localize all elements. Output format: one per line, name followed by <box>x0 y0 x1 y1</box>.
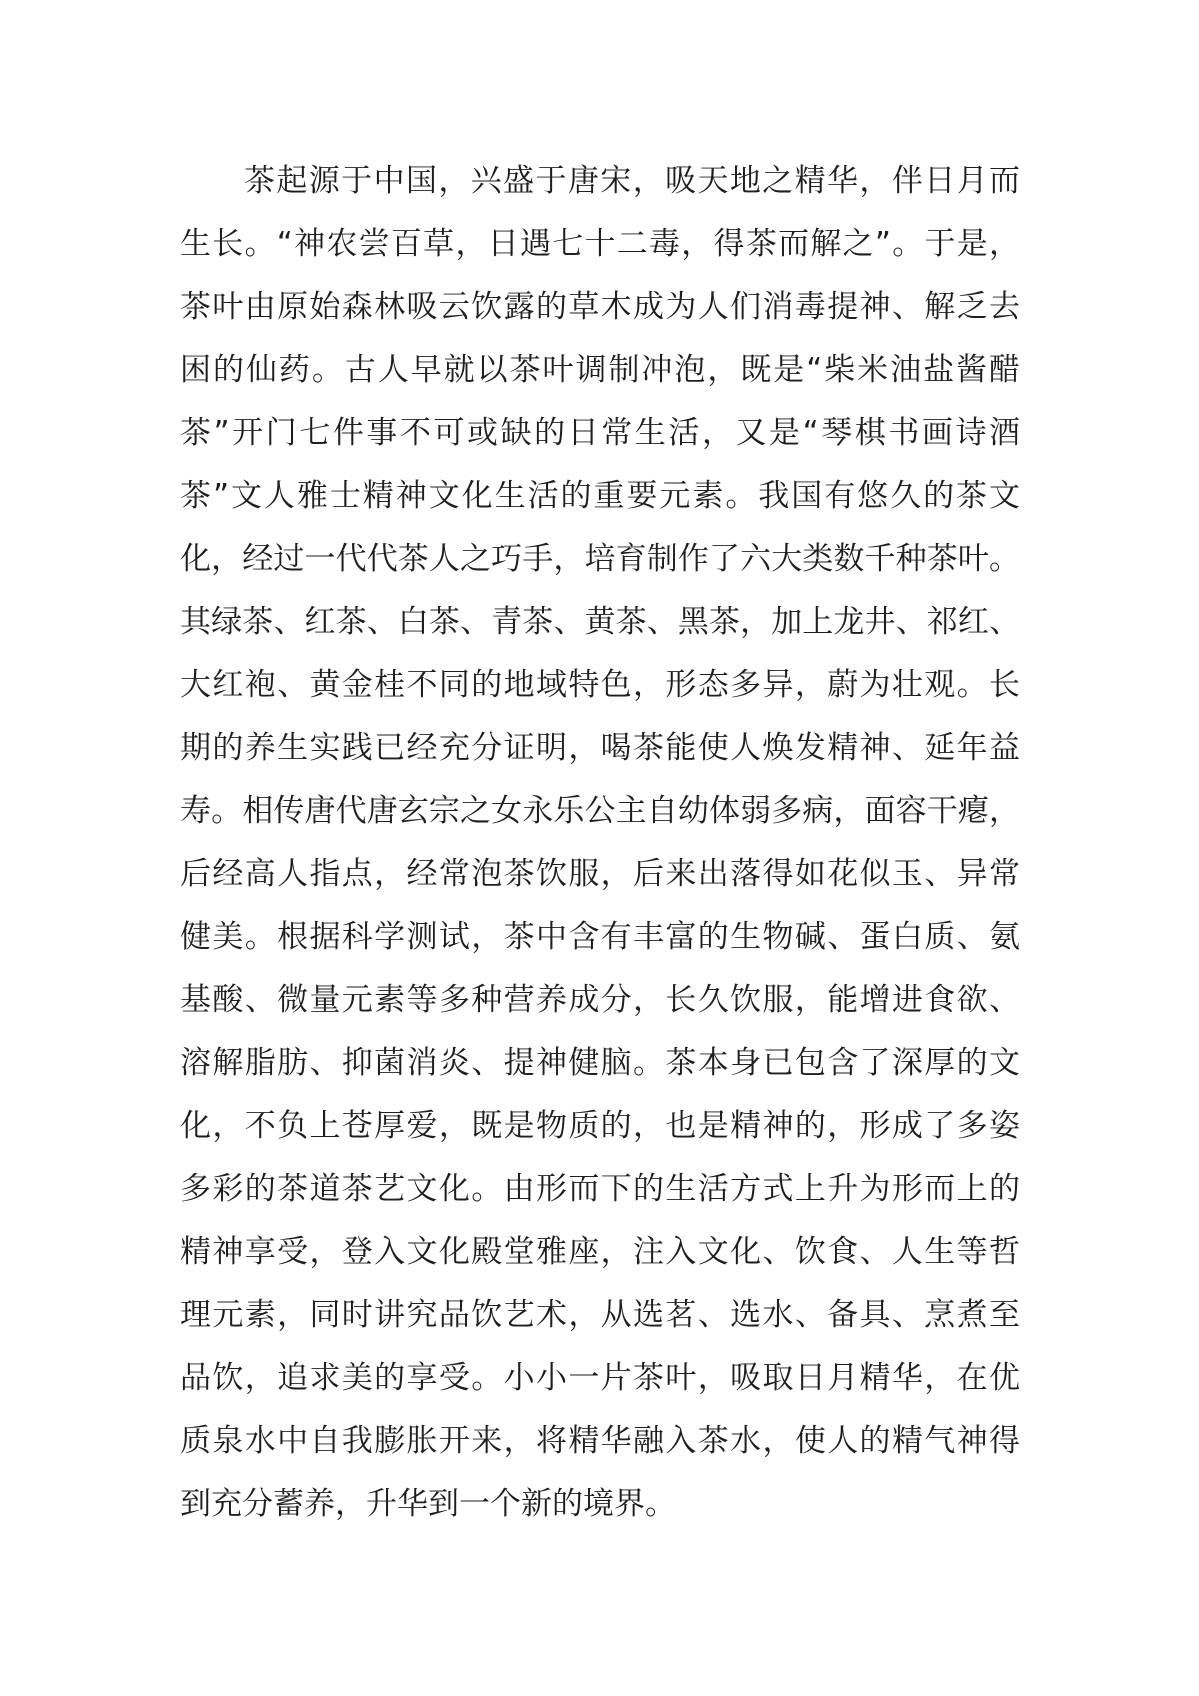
text-line: 茶”文人雅士精神文化生活的重要元素。我国有悠久的茶文 <box>180 478 1020 514</box>
text-line: 期的养生实践已经充分证明，喝茶能使人焕发精神、延年益 <box>180 730 1020 766</box>
text-line: 后经高人指点，经常泡茶饮服，后来出落得如花似玉、异常 <box>180 856 1020 892</box>
text-line: 精神享受，登入文化殿堂雅座，注入文化、饮食、人生等哲 <box>180 1234 1020 1270</box>
text-line: 质泉水中自我膨胀开来，将精华融入茶水，使人的精气神得 <box>180 1423 1020 1459</box>
text-line: 寿。相传唐代唐玄宗之女永乐公主自幼体弱多病，面容干瘪， <box>180 793 1020 829</box>
paragraph <box>180 150 1020 1536</box>
text-line: 化，不负上苍厚爱，既是物质的，也是精神的，形成了多姿 <box>180 1108 1020 1144</box>
text-line: 茶”开门七件事不可或缺的日常生活，又是“琴棋书画诗酒 <box>180 415 1020 451</box>
text-line: 其绿茶、红茶、白茶、青茶、黄茶、黑茶，加上龙井、祁红、 <box>180 604 1020 640</box>
text-line: 溶解脂肪、抑菌消炎、提神健脑。茶本身已包含了深厚的文 <box>180 1045 1020 1081</box>
text-line: 基酸、微量元素等多种营养成分，长久饮服，能增进食欲、 <box>180 982 1020 1018</box>
text-line: 多彩的茶道茶艺文化。由形而下的生活方式上升为形而上的 <box>180 1171 1020 1207</box>
text-line: 品饮，追求美的享受。小小一片茶叶，吸取日月精华，在优 <box>180 1360 1020 1396</box>
text-line: 茶起源于中国，兴盛于唐宋，吸天地之精华，伴日月而 <box>244 163 1020 199</box>
text-line: 到充分蓄养，升华到一个新的境界。 <box>180 1486 676 1522</box>
text-line: 困的仙药。古人早就以茶叶调制冲泡，既是“柴米油盐酱醋 <box>180 352 1020 388</box>
text-line: 茶叶由原始森林吸云饮露的草木成为人们消毒提神、解乏去 <box>180 289 1020 325</box>
text-line: 化，经过一代代茶人之巧手，培育制作了六大类数千种茶叶。 <box>180 541 1020 577</box>
text-line: 生长。“神农尝百草，日遇七十二毒，得茶而解之”。于是， <box>180 226 1020 262</box>
text-line: 大红袍、黄金桂不同的地域特色，形态多异，蔚为壮观。长 <box>180 667 1020 703</box>
text-line: 理元素，同时讲究品饮艺术，从选茗、选水、备具、烹煮至 <box>180 1297 1020 1333</box>
text-line: 健美。根据科学测试，茶中含有丰富的生物碱、蛋白质、氨 <box>180 919 1020 955</box>
